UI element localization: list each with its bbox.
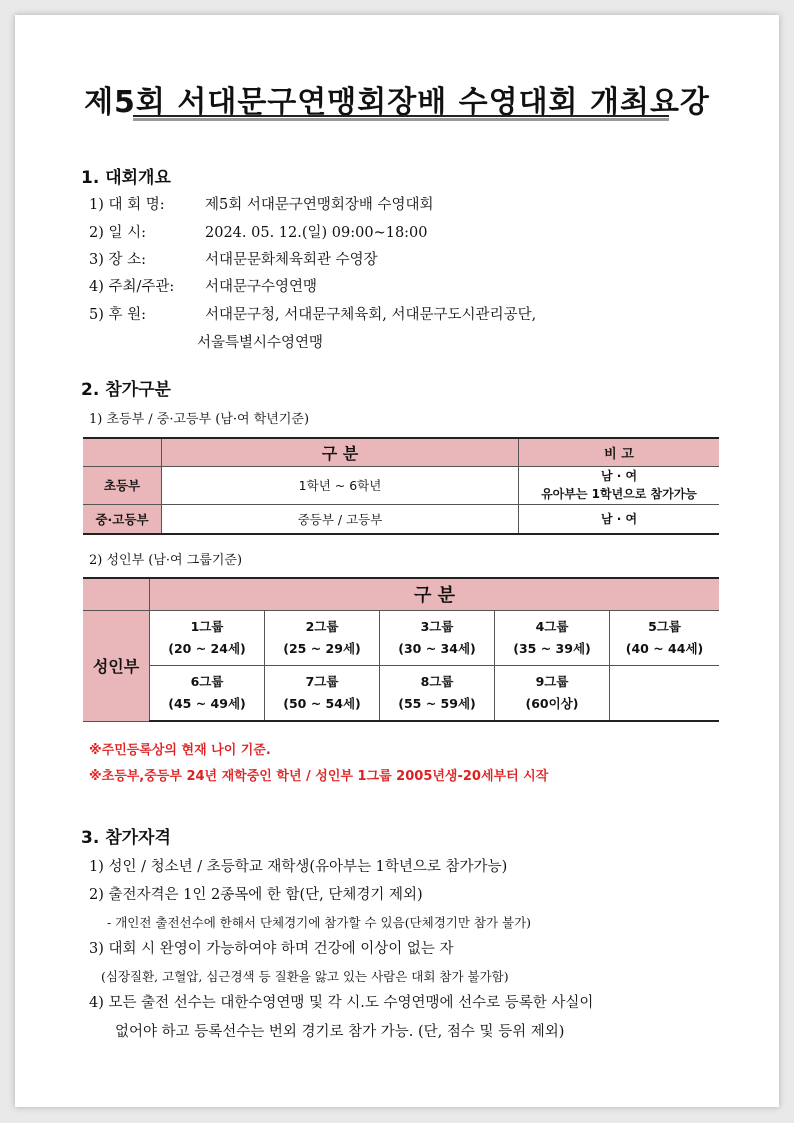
- sub-heading-adult: 2) 성인부 (남·여 그룹기준): [89, 553, 243, 568]
- table1-header-category: 구 분: [162, 438, 519, 466]
- overview-item-host: 4) 주최/주관: 서대문구수영연맹: [89, 279, 318, 295]
- sub-heading-student: 1) 초등부 / 중·고등부 (남·여 학년기준): [89, 412, 310, 427]
- table2-division-adult: 성인부: [83, 610, 150, 721]
- overview-item-venue: 3) 장 소: 서대문문화체육회관 수영장: [89, 252, 378, 268]
- group-cell-8: 8그룹 (55 ~ 59세): [380, 665, 495, 721]
- eligibility-line-4-cont: 없어야 하고 등록선수는 번외 경기로 참가 가능. (단, 점수 및 등위 제외): [115, 1024, 565, 1040]
- adult-division-table: [83, 577, 719, 722]
- table2-header-category: 구 분: [150, 578, 720, 610]
- table1-row-middle-high: 중·고등부: [83, 504, 162, 534]
- overview-item-date: 2) 일 시: 2024. 05. 12.(일) 09:00~18:00: [89, 225, 428, 241]
- table1-header-blank: [83, 438, 162, 466]
- group-cell-3: 3그룹 (30 ~ 34세): [380, 610, 495, 665]
- table1-middle-high-note: 남 · 여: [519, 504, 720, 534]
- section2-heading: 2. 참가구분: [81, 380, 171, 400]
- eligibility-line-3-detail: (심장질환, 고혈압, 심근경색 등 질환을 앓고 있는 사람은 대회 참가 불가함): [101, 969, 509, 984]
- table1-elementary-range: 1학년 ~ 6학년: [162, 466, 519, 504]
- group-cell-7: 7그룹 (50 ~ 54세): [265, 665, 380, 721]
- group-cell-9: 9그룹 (60이상): [495, 665, 610, 721]
- eligibility-line-2: 2) 출전자격은 1인 2종목에 한 함(단, 단체경기 제외): [89, 887, 423, 903]
- section1-heading: 1. 대회개요: [81, 168, 171, 188]
- age-basis-note: ※주민등록상의 현재 나이 기준.: [89, 743, 271, 758]
- page-title: 제5회 서대문구연맹회장배 수영대회 개최요강: [84, 85, 710, 120]
- section3-heading: 3. 참가자격: [81, 828, 171, 848]
- eligibility-line-4: 4) 모든 출전 선수는 대한수영연맹 및 각 시.도 수영연맹에 선수로 등록한 사실이: [89, 995, 594, 1011]
- group-cell-1: 1그룹 (20 ~ 24세): [150, 610, 265, 665]
- grade-basis-note: ※초등부,중등부 24년 재학중인 학년 / 성인부 1그룹 2005년생-20세부터 시작: [89, 769, 549, 784]
- table1-middle-high-range: 중등부 / 고등부: [162, 504, 519, 534]
- eligibility-line-1: 1) 성인 / 청소년 / 초등학교 재학생(유아부는 1학년으로 참가가능): [89, 859, 508, 875]
- overview-item-support: 5) 후 원: 서대문구청, 서대문구체육회, 서대문구도시관리공단,: [89, 307, 537, 323]
- title-underline: [133, 115, 669, 121]
- table2-header-blank: [83, 578, 150, 610]
- group-cell-2: 2그룹 (25 ~ 29세): [265, 610, 380, 665]
- student-division-table: [83, 437, 719, 535]
- eligibility-line-2-detail: - 개인전 출전선수에 한해서 단체경기에 참가할 수 있음(단체경기만 참가 불가): [107, 915, 532, 930]
- group-cell-4: 4그룹 (35 ~ 39세): [495, 610, 610, 665]
- group-cell-5: 5그룹 (40 ~ 44세): [610, 610, 720, 665]
- group-cell-6: 6그룹 (45 ~ 49세): [150, 665, 265, 721]
- group-cell-empty: [610, 665, 720, 721]
- table1-header-note: 비 고: [519, 438, 720, 466]
- table1-elementary-note: 남 · 여 유아부는 1학년으로 참가가능: [519, 466, 720, 504]
- overview-support-cont: 서울특별시수영연맹: [197, 335, 324, 351]
- overview-item-name: 1) 대 회 명: 제5회 서대문구연맹회장배 수영대회: [89, 197, 434, 213]
- eligibility-line-3: 3) 대회 시 완영이 가능하여야 하며 건강에 이상이 없는 자: [89, 941, 454, 957]
- document-page: [15, 15, 779, 1107]
- table1-row-elementary: 초등부: [83, 466, 162, 504]
